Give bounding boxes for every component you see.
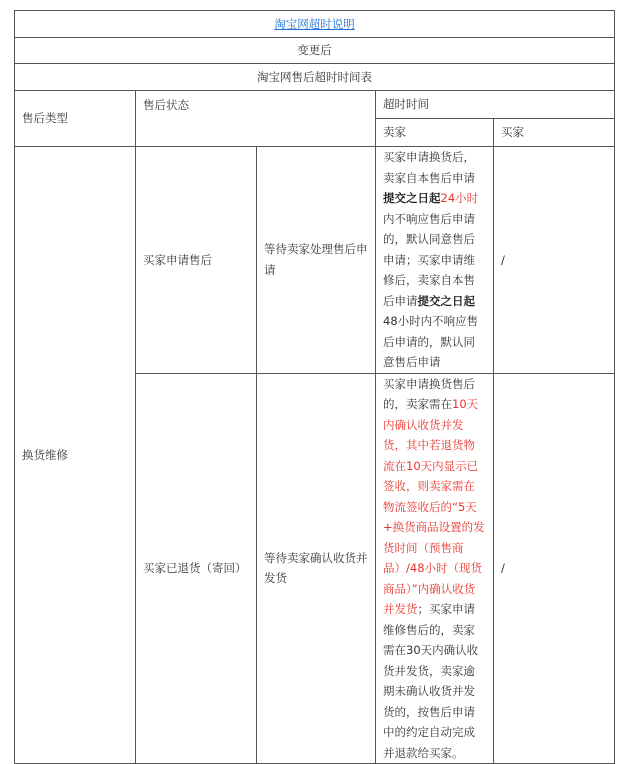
row-detail: 等待卖家处理售后申请 [257,147,376,374]
seller-rule-part: 买家申请换货售后的，卖家需在 [383,376,475,411]
header-status: 售后状态 [136,91,376,147]
row-detail: 等待卖家确认收货并发货 [257,373,376,764]
seller-rule-part: 内不响应售后申请的，默认同意售后申请；买家申请维修后，卖家自本售后申请 [383,211,475,308]
seller-rule-part: 24小时 [440,191,479,205]
seller-rule-part: 买家申请换货后，卖家自本售后申请 [383,150,475,185]
row-status: 买家已退货（寄回） [136,373,257,764]
row-status: 买家申请售后 [136,147,257,374]
table-title-cell: 淘宝网售后超时时间表 [15,64,615,91]
row-buyer: / [494,147,615,374]
header-timeout: 超时时间 [376,91,615,119]
seller-rule-part: 48小时内不响应售后申请的，默认同意售后申请 [383,314,479,369]
seller-rule-part: 提交之日起 [417,293,475,308]
timeout-table [14,10,615,764]
header-seller: 卖家 [376,119,494,147]
seller-rule-part: ；买家申请维修售后的，卖家需在30天内确认收货并发货，卖家逾期未确认收货并发货的，按售后申请中的约定自动完成并退款给买家。 [383,602,479,760]
title-link[interactable]: 淘宝网超时说明 [274,16,355,31]
row-seller-cell [376,147,494,374]
header-buyer: 买家 [494,119,615,147]
seller-rule-part: 提交之日起 [383,191,441,205]
title-cell [15,11,615,38]
seller-rule-text [383,147,486,373]
category-cell: 换货维修 [15,147,136,764]
header-type: 售后类型 [15,91,136,147]
seller-rule-part: 10天内确认收货并发货，其中若退货物流在10天内显示已签收，则卖家需在物流签收后的“5天+换货商品设置的发货时间（预售商品）/48小时（现货商品）”内确认收货并发货 [383,397,485,616]
row-seller-cell [376,373,494,764]
subtitle-cell: 变更后 [15,38,615,64]
row-buyer: / [494,373,615,764]
seller-rule-text [383,374,486,764]
